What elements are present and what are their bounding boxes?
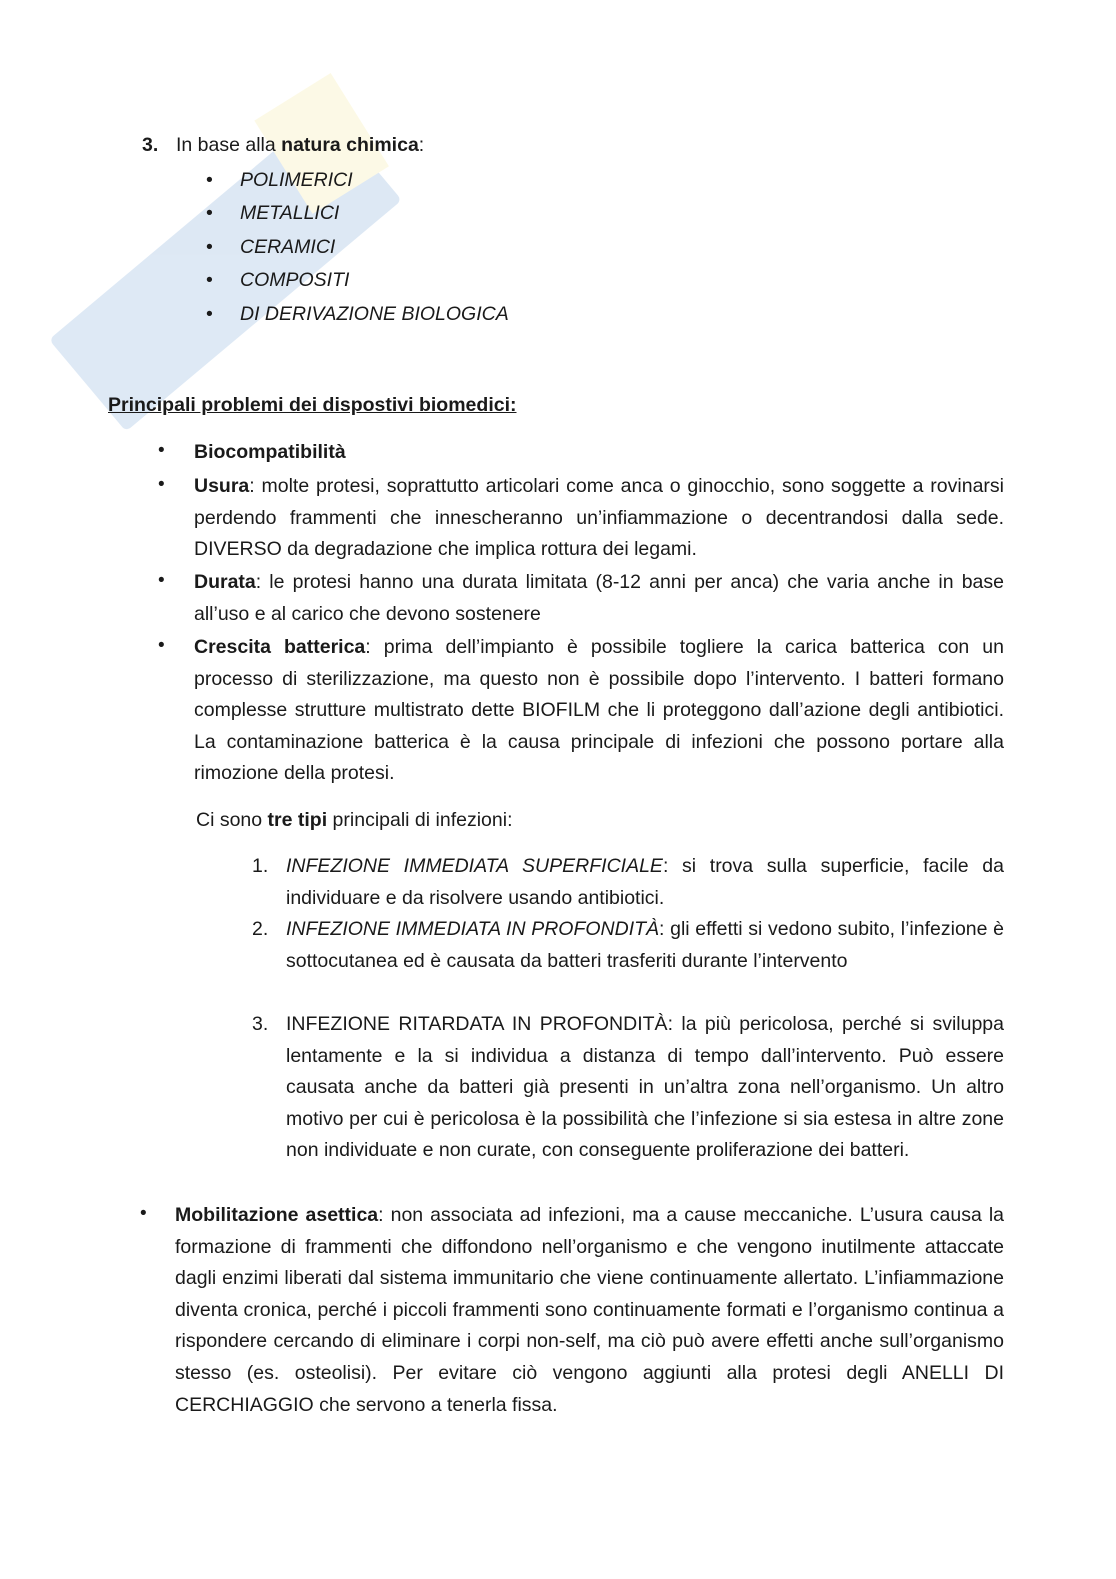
chemical-intro: In base alla natura chimica: — [176, 134, 425, 156]
list-item: • CERAMICI — [200, 233, 509, 266]
bullet-icon: • — [140, 1203, 147, 1224]
chemical-list — [200, 166, 509, 333]
list-number: 3. — [142, 134, 159, 156]
bullet-icon: • — [158, 570, 165, 591]
problem-usura: Usura: molte protesi, soprattutto articolari come anca o ginocchio, sono soggette a rovinarsi perdendo frammenti che innescheranno un’infiammazione o decentrandosi dalla sede. DIVERSO da degradazione che implica rottura dei legami. — [194, 475, 1004, 561]
problem-mobilitazione: Mobilitazione asettica: non associata ad infezioni, ma a cause meccaniche. L’usura causa la formazione di frammenti che diffondono nell’organismo e che vengono inutilmente attaccate dagli enzimi liberati dal sistema immunitario che viene continuamente allertato. L’infiammazione diventa cronica, perché i piccoli frammenti sono continuamente formati e l’organismo continua a rispondere cercando di eliminare i corpi non-self, ma ciò può avere effetti anche sull’organismo stesso (es. osteolisi). Per evitare ciò vengono aggiunti alla protesi degli ANELLI DI CERCHIAGGIO che servono a tenerla fissa. — [175, 1204, 1004, 1416]
problem-biocompat: Biocompatibilità — [194, 441, 346, 463]
problem-durata: Durata: le protesi hanno una durata limitata (8-12 anni per anca) che varia anche in base all’uso e al carico che devono sostenere — [194, 571, 1004, 625]
list-item: • POLIMERICI — [200, 166, 509, 199]
list-item: • METALLICI — [200, 199, 509, 232]
bullet-icon: • — [158, 474, 165, 495]
infection-types-intro: Ci sono tre tipi principali di infezioni: — [196, 809, 513, 831]
list-item: • COMPOSITI — [200, 266, 509, 299]
bullet-icon: • — [158, 635, 165, 656]
list-item: • DI DERIVAZIONE BIOLOGICA — [200, 300, 509, 333]
section-title: Principali problemi dei dispostivi biomedici: — [108, 394, 517, 416]
problem-crescita: Crescita batterica: prima dell’impianto è possibile togliere la carica batterica con un processo di sterilizzazione, ma questo non è possibile dopo l’intervento. I batteri formano complesse strutture multistrato dette BIOFILM che li proteggono dall’azione degli antibiotici. La contaminazione batterica è la causa principale di infezioni che possono portare alla rimozione della protesi. — [194, 636, 1005, 785]
bullet-icon: • — [158, 440, 165, 461]
